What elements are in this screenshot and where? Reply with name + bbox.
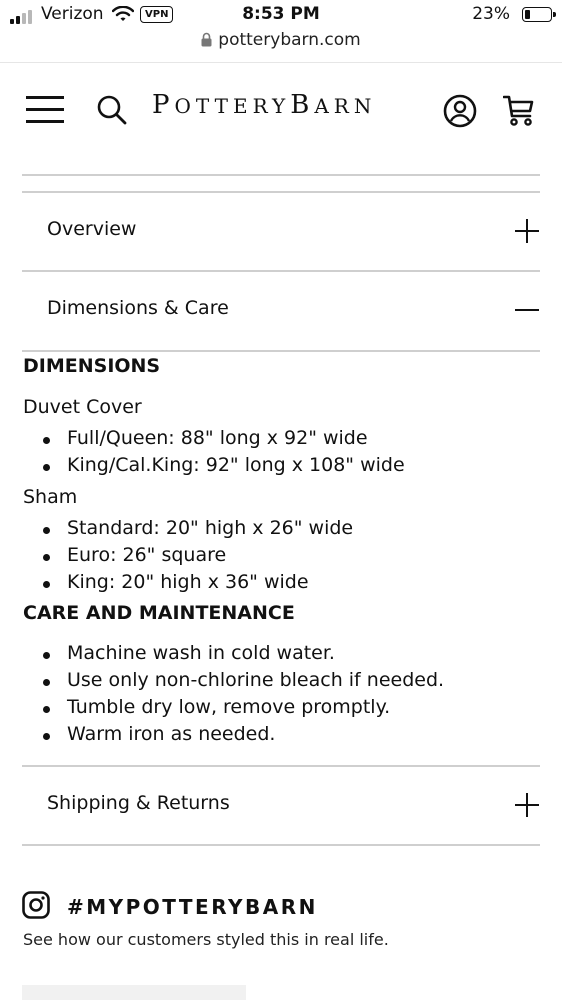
url-text: potterybarn.com <box>218 30 361 50</box>
divider <box>22 350 540 352</box>
pottery-barn-logo[interactable]: POTTERYBARN <box>152 90 377 120</box>
battery-icon <box>522 7 552 22</box>
section-heading: CARE AND MAINTENANCE <box>23 602 295 624</box>
carrier-name: Verizon <box>41 4 104 24</box>
site-header <box>0 70 562 150</box>
clock: 8:53 PM <box>242 4 320 24</box>
accordion-title: Overview <box>47 218 137 240</box>
accordion-overview[interactable] <box>22 192 540 270</box>
address-bar[interactable] <box>0 30 562 58</box>
accordion-title: Shipping & Returns <box>47 792 230 814</box>
account-icon[interactable] <box>443 94 477 128</box>
group-label: Sham <box>23 486 78 508</box>
vpn-badge: VPN <box>140 6 173 23</box>
group-label: Duvet Cover <box>23 396 142 418</box>
plus-icon[interactable] <box>514 218 540 244</box>
section-heading: DIMENSIONS <box>23 355 161 377</box>
accordion-dimensions-care[interactable] <box>22 271 540 349</box>
cart-icon[interactable] <box>503 94 535 128</box>
instagram-icon[interactable] <box>22 891 50 919</box>
accordion-shipping-returns[interactable] <box>22 766 540 844</box>
search-icon[interactable] <box>96 94 128 126</box>
minus-icon[interactable] <box>514 297 540 323</box>
menu-icon[interactable] <box>26 96 66 124</box>
battery-level <box>525 10 530 19</box>
divider <box>22 844 540 846</box>
divider <box>0 62 562 63</box>
customer-photo-tile[interactable] <box>22 985 246 1000</box>
plus-icon[interactable] <box>514 792 540 818</box>
divider <box>22 174 540 176</box>
lock-icon <box>201 32 212 47</box>
battery-percentage: 23% <box>472 4 510 24</box>
accordion-title: Dimensions & Care <box>47 297 229 319</box>
instagram-hashtag[interactable]: #MYPOTTERYBARN <box>67 895 318 919</box>
status-bar <box>0 0 562 30</box>
instagram-subtitle: See how our customers styled this in real life. <box>23 930 389 949</box>
